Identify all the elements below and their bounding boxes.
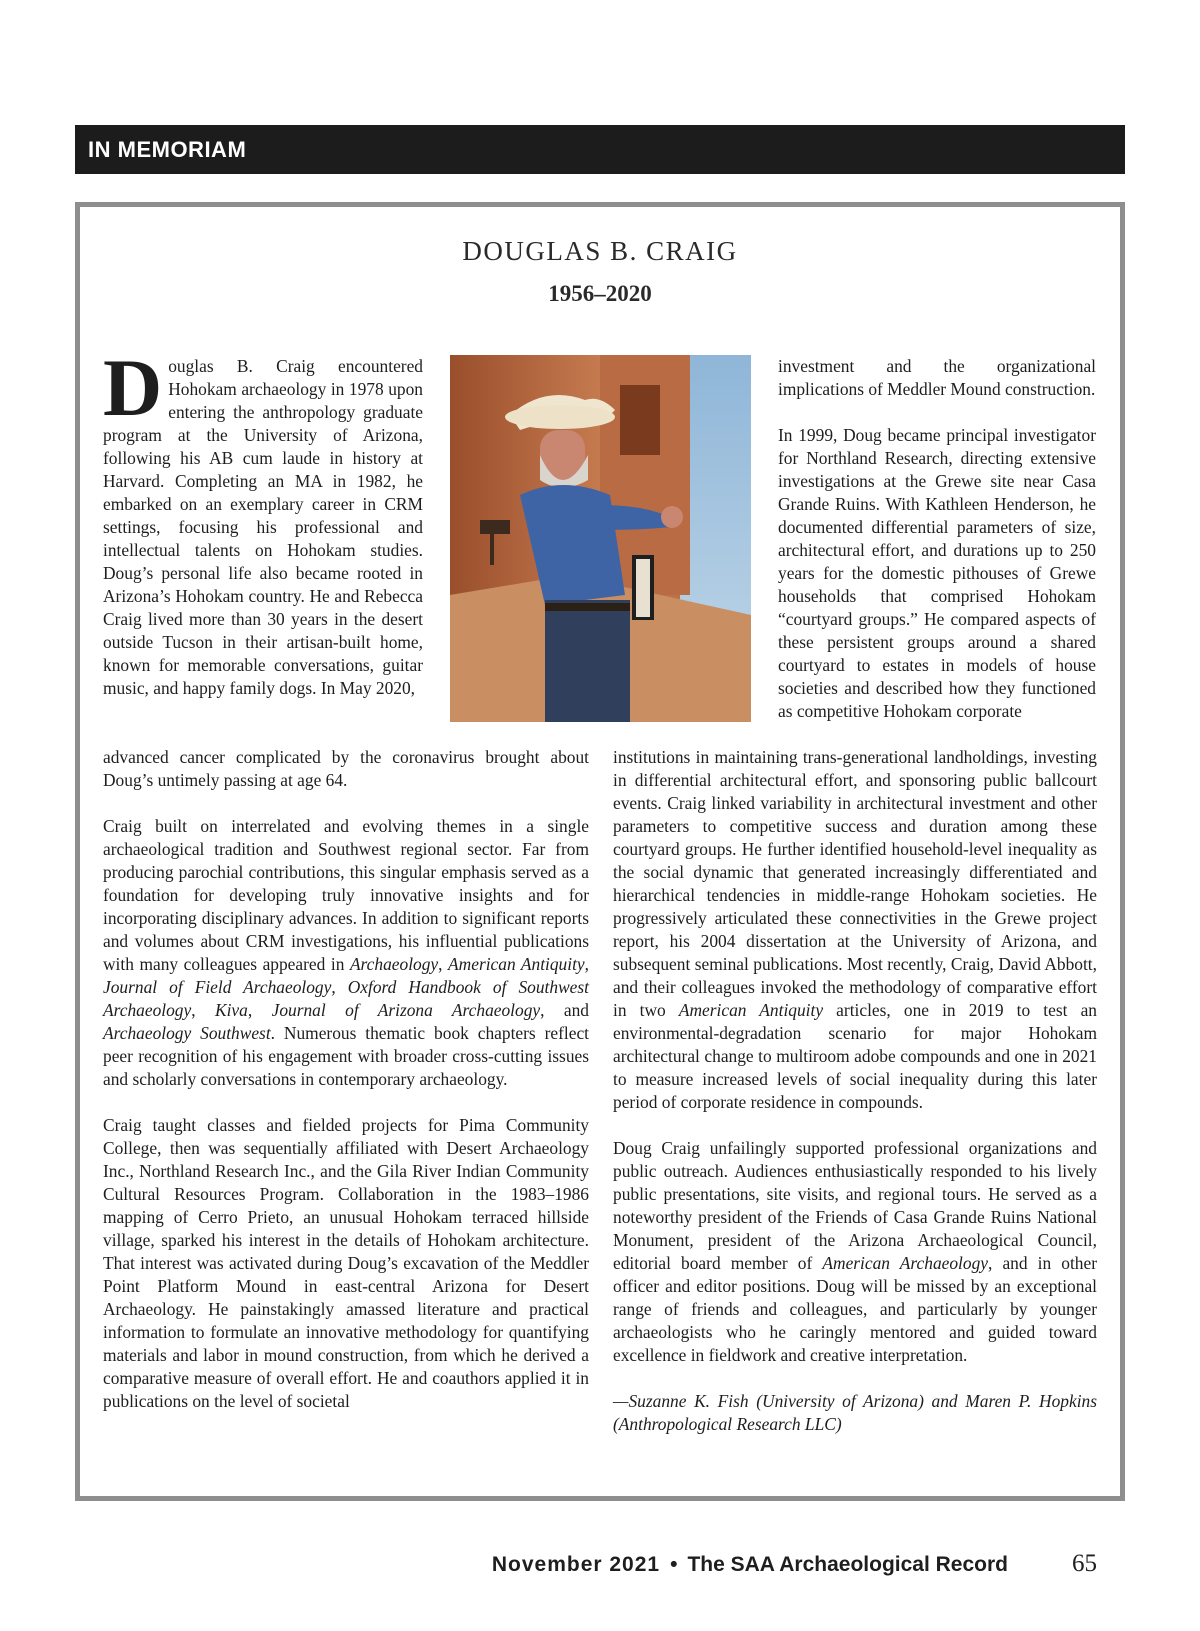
bullet-separator: • [670,1553,678,1576]
text-run: . Numerous thematic book chapters reflect peer recognition of his engagement with broader cross-cutting issues and scholarly conversations in contemporary archaeology. [103,1023,589,1089]
portrait-photo [450,355,751,722]
journal-title: Kiva [214,1000,248,1020]
text-run: institutions in maintaining trans-generational landholdings, investing in differential architectural effort, and sponsoring public ballcourt events. Craig linked variability in architectural investment and other parameters to competitive success and duration among these courtyard groups. He further identified household-level inequality as the social dynamic that generated increasingly differentiated and hierarchical tendencies in middle-range Hohokam societies. He progressively articulated these connectivities in the Grewe project report, his 2004 dissertation at the University of Arizona, and subsequent seminal publications. Most recently, Craig, David Abbott, and their colleagues invoked the methodology of comparative effort in two [613,747,1097,1020]
section-label: IN MEMORIAM [88,137,247,162]
journal-title: American Antiquity [448,954,585,974]
journal-title: Journal of Arizona Archaeology [271,1000,541,1020]
paragraph [613,1137,1097,1367]
obituary-name: DOUGLAS B. CRAIG [462,236,738,266]
opening-paragraph: ouglas B. Craig encountered Hohokam archaeology in 1978 upon entering the anthropology graduate program at the University of Arizona, following his AB cum laude in history at Harvard. Completing an MA in 1982, he embarked on an exemplary career in CRM settings, focusing his professional and intellectual talents on Hohokam studies. Doug’s personal life also became rooted in Arizona’s Hohokam country. He and Rebecca Craig lived more than 30 years in the desert outside Tucson in their artisan-built home, known for memorable conversations, guitar music, and happy family dogs. In May 2020, [103,356,423,698]
paragraph: Craig built on interrelated and evolving themes in a single archaeological tradition and Southwest regional sector. Far from producing parochial contributions, this singular emphasis served as a foundation for developing truly innovative insights and for incorporating disciplinary advances. In addition to significant reports and volumes about CRM investigations, his influential publications with many colleagues appeared in Archaeology, American Antiquity, Journal of Field Archaeology, Oxford Handbook of Southwest Archaeology, Kiva, Journal of Arizona Archaeology, and Archaeology Southwest. Numerous thematic book chapters reflect peer recognition of his engagement with broader cross-cutting issues and scholarly conversations in contemporary archaeology. [103,816,589,1089]
journal-title: American Antiquity [678,1000,824,1020]
column-left-top [103,342,423,700]
section-header [75,125,1125,174]
issue-date: November 2021 [491,1553,661,1576]
author-signature: —Suzanne K. Fish (University of Arizona) and Maren P. Hopkins (Anthropological Research LLC) [613,1391,1097,1434]
journal-title: Archaeology Southwest [103,1023,271,1043]
paragraph [613,746,1097,1114]
paragraph: investment and the organizational implications of Meddler Mound construction. [778,356,1096,399]
journal-title: Archaeology [349,954,439,974]
text-run: Craig built on interrelated and evolving themes in a single archaeological tradition and Southwest regional sector. Far from producing parochial contributions, this singular emphasis served as a foundation for developing truly innovative insights and for incorporating disciplinary advances. In addition to significant reports and volumes about CRM investigations, his influential publications with many colleagues appeared in [103,816,589,974]
journal-title: American Archaeology [822,1253,988,1273]
text-run: Doug Craig unfailingly supported professional organizations and public outreach. Audiences enthusiastically responded to his lively public presentations, site visits, and regional tours. He served as a noteworthy president of the Friends of Casa Grande Ruins National Monument, president of the Arizona Archaeological Council, editorial board member of [613,1138,1097,1273]
column-right [613,746,1097,1436]
column-right-top [778,355,1096,723]
paragraph: Craig taught classes and fielded projects for Pima Community College, then was sequentially affiliated with Desert Archaeology Inc., Northland Research Inc., and the Gila River Indian Community Cultural Resources Program. Collaboration in the 1983–1986 mapping of Cerro Prieto, an unusual Hohokam terraced hillside village, sparked his interest in the details of Hohokam architecture. That interest was activated during Doug’s excavation of the Meddler Point Platform Mound in east-central Arizona for Desert Archaeology. He painstakingly amassed literature and practical information to formulate an innovative methodology for quantifying materials and labor in mound construction, from which he derived a comparative measure of overall effort. He and coauthors applied it in publications on the level of societal [103,1115,589,1411]
column-left [103,746,589,1413]
journal-title: Journal of Field Archaeology [103,977,332,997]
text-run: , and in other officer and editor positions. Doug will be missed by an exceptional range of friends and colleagues, and particularly by younger archaeologists who he caringly mentored and guided toward excellence in fieldwork and creative interpretation. [613,1253,1097,1365]
page-footer [492,1550,1097,1578]
page-number: 65 [1072,1550,1097,1577]
text-run: articles, one in 2019 to test an environmental-degradation scenario for major Hohokam architectural change to multiroom adobe compounds and one in 2021 to measure increased levels of social inequality during this later period of corporate residence in compounds. [613,1000,1097,1112]
obituary-years: 1956–2020 [548,281,652,306]
journal-title: Oxford Handbook of Southwest Archaeology [103,977,589,1020]
publication-title: The SAA Archaeological Record [687,1553,1008,1576]
paragraph: In 1999, Doug became principal investigator for Northland Research, directing extensive investigations at the Grewe site near Casa Grande Ruins. With Kathleen Henderson, he documented differential parameters of size, architectural effort, and durations up to 250 years for the domestic pithouses of Grewe households that comprised Hohokam “courtyard groups.” He compared aspects of these persistent groups around a shared courtyard to estates in models of house societies and described how they functioned as competitive Hohokam corporate [778,425,1096,721]
drop-cap: D [103,342,163,433]
paragraph: advanced cancer complicated by the coronavirus brought about Doug’s untimely passing at age 64. [103,747,589,790]
